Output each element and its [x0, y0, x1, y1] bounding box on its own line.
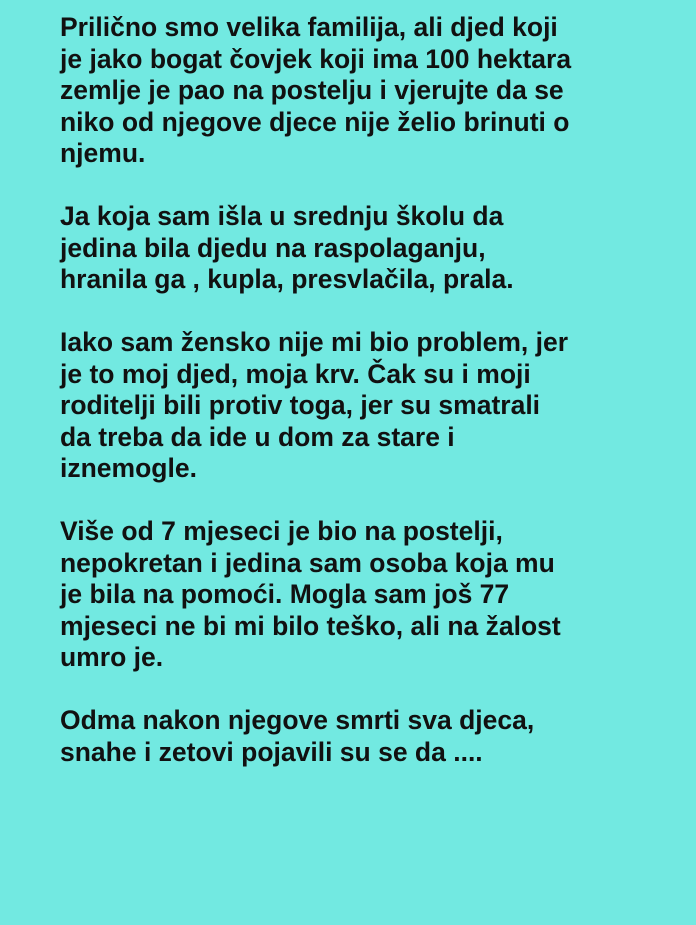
text-line: njemu.: [60, 138, 146, 168]
text-line: je bila na pomoći. Mogla sam još 77: [60, 579, 510, 609]
text-line: hranila ga , kupla, presvlačila, prala.: [60, 264, 514, 294]
text-line: Ja koja sam išla u srednju školu da: [60, 201, 504, 231]
text-line: Odma nakon njegove smrti sva djeca,: [60, 705, 535, 735]
paragraph-3: [60, 327, 660, 485]
text-line: da treba da ide u dom za stare i: [60, 421, 455, 452]
story-text: [60, 12, 660, 800]
paragraph-5: [60, 705, 660, 768]
text-line: jedina bila djedu na raspolaganju,: [60, 232, 486, 263]
text-line: je jako bogat čovjek koji ima 100 hektara: [60, 43, 572, 74]
text-line: roditelji bili protiv toga, jer su smatrali: [60, 390, 541, 420]
paragraph-2: [60, 201, 660, 296]
text-line: umro je.: [60, 642, 164, 672]
text-line: Više od 7 mjeseci je bio na postelji,: [60, 516, 503, 546]
text-line: Iako sam žensko nije mi bio problem, jer: [60, 327, 569, 357]
text-line: niko od njegove djece nije želio brinuti o: [60, 106, 570, 137]
paragraph-4: [60, 516, 660, 674]
text-line: iznemogle.: [60, 453, 197, 483]
text-line: zemlje je pao na postelju i vjerujte da se: [60, 75, 564, 105]
text-line: snahe i zetovi pojavili su se da ....: [60, 736, 483, 767]
paragraph-1: [60, 12, 660, 170]
text-line: Prilično smo velika familija, ali djed koji: [60, 12, 558, 42]
text-line: je to moj djed, moja krv. Čak su i moji: [60, 358, 531, 389]
text-line: mjeseci ne bi mi bilo teško, ali na žalost: [60, 610, 561, 641]
text-line: nepokretan i jedina sam osoba koja mu: [60, 547, 555, 578]
